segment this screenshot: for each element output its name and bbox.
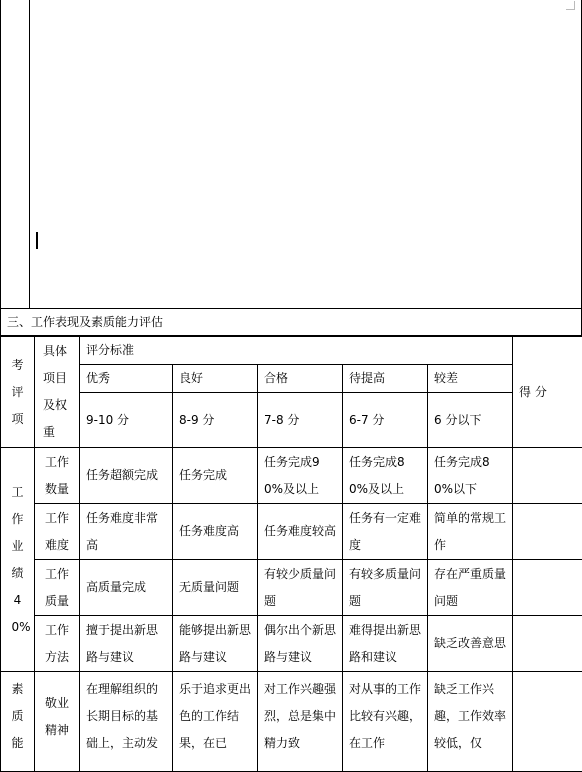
criteria-cell: 缺乏改善意思 (428, 616, 513, 672)
criteria-cell: 简单的常规工作 (428, 504, 513, 560)
criteria-cell: 有较少质量问题 (258, 560, 343, 616)
criteria-cell: 任务难度非常高 (80, 504, 173, 560)
score-cell[interactable] (513, 448, 582, 504)
header-item: 具体项目及权重 (35, 337, 80, 448)
item-cell: 工作方法 (35, 616, 80, 672)
item-cell: 工作数量 (35, 448, 80, 504)
criteria-cell: 在理解组织的长期目标的基础上，主动发 (80, 672, 173, 772)
text-cursor (36, 232, 38, 249)
range-poor: 6 分以下 (428, 393, 513, 448)
score-cell[interactable] (513, 616, 582, 672)
criteria-cell: 存在严重质量问题 (428, 560, 513, 616)
table-row (1, 616, 582, 672)
criteria-cell: 能够提出新思路与建议 (173, 616, 258, 672)
level-excellent: 优秀 (80, 365, 173, 393)
criteria-cell: 缺乏工作兴趣，工作效率较低，仅 (428, 672, 513, 772)
table-row (1, 672, 582, 772)
evaluation-table (0, 336, 582, 772)
section-title: 三、工作表现及素质能力评估 (0, 309, 582, 336)
criteria-cell: 高质量完成 (80, 560, 173, 616)
criteria-cell: 对从事的工作比较有兴趣，在工作 (343, 672, 428, 772)
criteria-cell: 乐于追求更出色的工作结果，在已 (173, 672, 258, 772)
header-criteria: 评分标准 (80, 337, 513, 365)
blank-text-area[interactable] (0, 0, 582, 309)
criteria-cell: 偶尔出个新思路与建议 (258, 616, 343, 672)
range-improve: 6-7 分 (343, 393, 428, 448)
table-row (1, 448, 582, 504)
level-poor: 较差 (428, 365, 513, 393)
level-pass: 合格 (258, 365, 343, 393)
level-good: 良好 (173, 365, 258, 393)
header-score: 得 分 (513, 337, 582, 448)
score-cell[interactable] (513, 672, 582, 772)
range-excellent: 9-10 分 (80, 393, 173, 448)
range-good: 8-9 分 (173, 393, 258, 448)
category-quality-ability: 素质能 (1, 672, 35, 772)
item-cell: 敬业精神 (35, 672, 80, 772)
criteria-cell: 任务难度高 (173, 504, 258, 560)
range-pass: 7-8 分 (258, 393, 343, 448)
criteria-cell: 任务完成90%及以上 (258, 448, 343, 504)
criteria-cell: 任务有一定难度 (343, 504, 428, 560)
header-category: 考评项 (1, 337, 35, 448)
criteria-cell: 有较多质量问题 (343, 560, 428, 616)
criteria-cell: 任务完成80%及以上 (343, 448, 428, 504)
criteria-cell: 任务完成 (173, 448, 258, 504)
criteria-cell: 无质量问题 (173, 560, 258, 616)
page-corner-mark (566, 1, 575, 10)
column-divider (29, 0, 30, 308)
item-cell: 工作难度 (35, 504, 80, 560)
table-row (1, 504, 582, 560)
criteria-cell: 擅于提出新思路与建议 (80, 616, 173, 672)
criteria-cell: 对工作兴趣强烈，总是集中精力致 (258, 672, 343, 772)
criteria-cell: 任务难度较高 (258, 504, 343, 560)
table-row (1, 560, 582, 616)
criteria-cell: 难得提出新思路和建议 (343, 616, 428, 672)
criteria-cell: 任务超额完成 (80, 448, 173, 504)
category-work-performance: 工作业绩40% (1, 448, 35, 672)
score-cell[interactable] (513, 504, 582, 560)
score-cell[interactable] (513, 560, 582, 616)
criteria-cell: 任务完成80%以下 (428, 448, 513, 504)
item-cell: 工作质量 (35, 560, 80, 616)
level-improve: 待提高 (343, 365, 428, 393)
